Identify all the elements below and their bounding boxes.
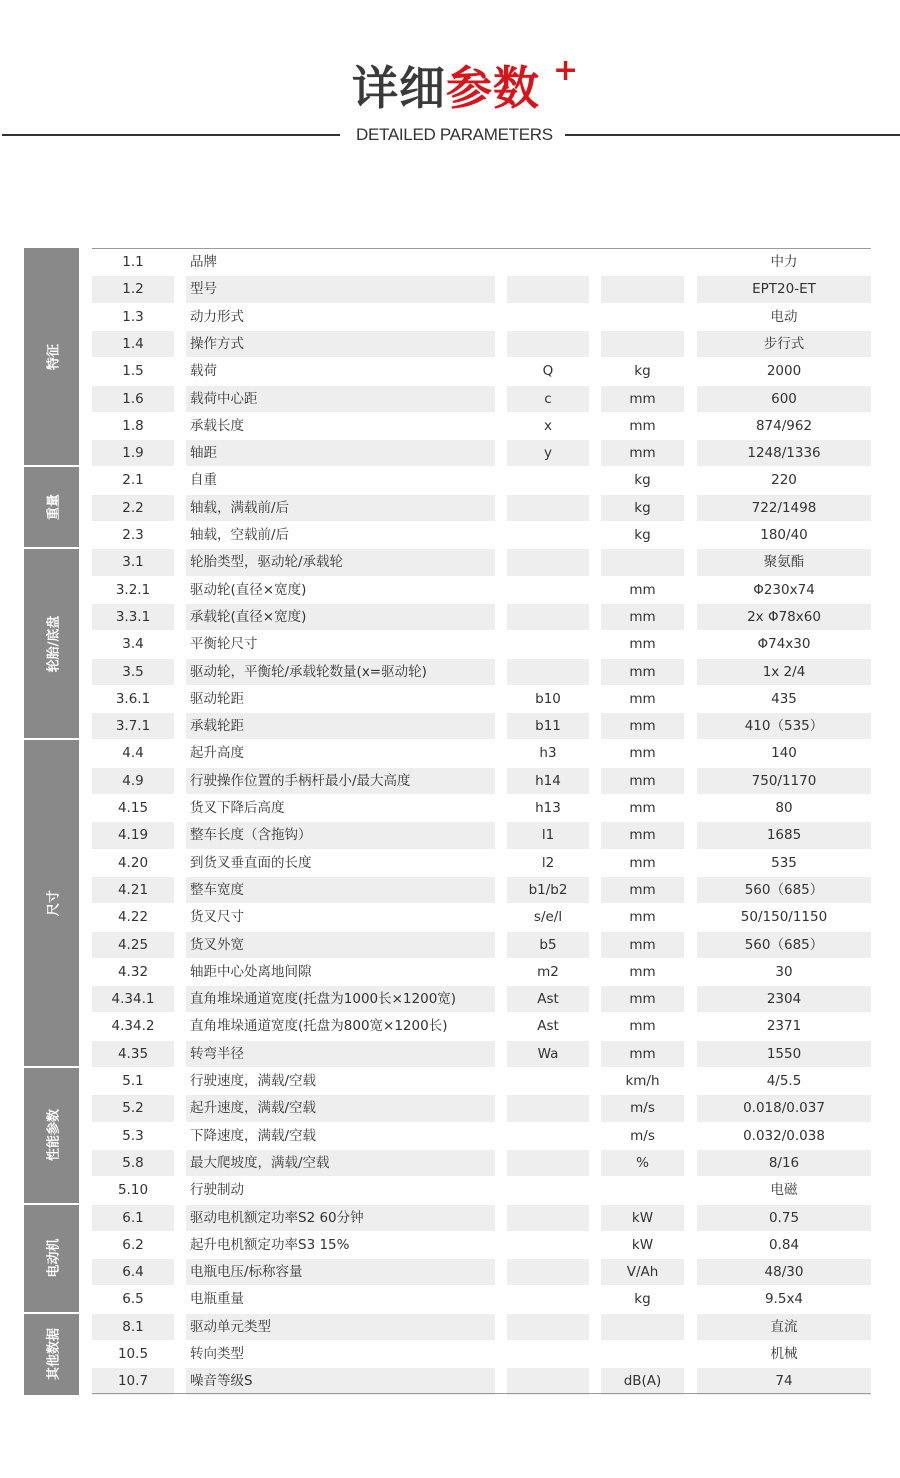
row-number: 10.7 bbox=[92, 1368, 174, 1394]
row-value: Φ230x74 bbox=[753, 581, 815, 598]
section-label bbox=[24, 1205, 79, 1312]
row-value: 聚氨酯 bbox=[697, 549, 871, 575]
row-number: 2.3 bbox=[122, 527, 144, 543]
table-row bbox=[92, 1313, 871, 1340]
row-number: 4.21 bbox=[92, 877, 174, 903]
row-name: 操作方式 bbox=[186, 331, 495, 357]
table-row bbox=[92, 658, 871, 685]
row-unit: mm bbox=[629, 581, 656, 598]
row-number: 1.8 bbox=[122, 417, 144, 434]
row-unit: kg bbox=[601, 495, 684, 521]
row-value: 560（685） bbox=[697, 877, 871, 903]
row-number: 3.2.1 bbox=[115, 581, 151, 598]
row-value: 560（685） bbox=[697, 932, 871, 958]
row-name: 货叉外宽 bbox=[186, 932, 495, 958]
row-unit: mm bbox=[629, 690, 656, 707]
row-unit bbox=[601, 304, 684, 330]
row-value: 2000 bbox=[766, 363, 802, 380]
row-symbol: h14 bbox=[507, 768, 589, 794]
row-number: 1.1 bbox=[122, 254, 144, 270]
row-symbol: Ast bbox=[537, 1018, 559, 1035]
table-row bbox=[92, 576, 871, 603]
row-symbol: l2 bbox=[541, 854, 555, 871]
row-symbol: m2 bbox=[537, 963, 559, 980]
row-symbol bbox=[507, 1286, 589, 1312]
table-row bbox=[92, 876, 871, 903]
row-value: 0.018/0.037 bbox=[697, 1095, 871, 1121]
section-label-text: 尺寸 bbox=[46, 890, 61, 917]
row-name: 载荷中心距 bbox=[186, 386, 495, 412]
row-number: 4.4 bbox=[122, 745, 144, 762]
row-number: 5.8 bbox=[92, 1150, 174, 1176]
row-symbol bbox=[507, 495, 589, 521]
row-number: 4.25 bbox=[92, 932, 174, 958]
row-unit: mm bbox=[629, 854, 656, 871]
row-symbol bbox=[507, 304, 589, 330]
row-name: 起升电机额定功率S3 15% bbox=[190, 1236, 350, 1253]
row-name: 驱动单元类型 bbox=[186, 1314, 495, 1340]
row-name: 驱动电机额定功率S2 60分钟 bbox=[186, 1205, 495, 1231]
row-unit bbox=[601, 1314, 684, 1340]
row-value: 750/1170 bbox=[697, 768, 871, 794]
row-symbol bbox=[507, 249, 589, 275]
row-symbol bbox=[507, 604, 589, 630]
row-name: 动力形式 bbox=[190, 308, 244, 325]
table-row bbox=[92, 303, 871, 330]
row-value: 0.032/0.038 bbox=[743, 1127, 825, 1144]
row-unit bbox=[601, 549, 684, 575]
row-unit: mm bbox=[629, 745, 656, 762]
page-title bbox=[352, 58, 540, 118]
table-row bbox=[92, 521, 871, 548]
row-value: 电动 bbox=[770, 308, 798, 325]
row-symbol bbox=[507, 631, 589, 657]
table-row bbox=[92, 849, 871, 876]
page-subtitle: DETAILED PARAMETERS bbox=[356, 125, 553, 144]
table-row bbox=[92, 1012, 871, 1039]
row-unit: mm bbox=[601, 1041, 684, 1067]
divider-right bbox=[565, 134, 900, 136]
row-name: 驱动轮，平衡轮/承载轮数量(x=驱动轮) bbox=[186, 659, 495, 685]
row-unit: mm bbox=[601, 932, 684, 958]
row-unit: mm bbox=[601, 659, 684, 685]
table-row bbox=[92, 603, 871, 630]
row-unit: kg bbox=[634, 1291, 651, 1308]
row-value: 2304 bbox=[697, 986, 871, 1012]
table-row bbox=[92, 330, 871, 357]
row-value: Φ74x30 bbox=[757, 636, 811, 653]
row-symbol: Ast bbox=[507, 986, 589, 1012]
row-unit: mm bbox=[601, 713, 684, 739]
row-unit bbox=[601, 1341, 684, 1367]
row-symbol bbox=[507, 1150, 589, 1176]
row-value: 30 bbox=[775, 963, 793, 980]
row-number: 6.2 bbox=[122, 1236, 144, 1253]
row-name: 转弯半径 bbox=[186, 1041, 495, 1067]
table-row bbox=[92, 275, 871, 302]
row-value: 2x Φ78x60 bbox=[697, 604, 871, 630]
row-value: 74 bbox=[697, 1368, 871, 1394]
row-number: 3.3.1 bbox=[92, 604, 174, 630]
row-name: 承载长度 bbox=[190, 417, 244, 434]
row-value: 2371 bbox=[766, 1018, 802, 1035]
row-value: 435 bbox=[771, 690, 797, 707]
section-label bbox=[24, 740, 79, 1066]
row-name: 轴载，满载前/后 bbox=[186, 495, 495, 521]
row-symbol: x bbox=[544, 417, 552, 434]
row-symbol bbox=[507, 1341, 589, 1367]
row-name: 货叉尺寸 bbox=[190, 909, 244, 926]
row-value: 机械 bbox=[770, 1346, 798, 1362]
row-value: 722/1498 bbox=[697, 495, 871, 521]
page-header bbox=[0, 0, 900, 160]
row-value: 410（535） bbox=[697, 713, 871, 739]
row-symbol bbox=[507, 659, 589, 685]
table-bottom-border bbox=[92, 1393, 871, 1394]
section-label-text: 性能参数 bbox=[46, 1109, 61, 1162]
row-name: 载荷 bbox=[190, 363, 217, 380]
row-value: 50/150/1150 bbox=[740, 909, 828, 926]
section-label-text: 特征 bbox=[46, 343, 61, 370]
row-name: 起升速度，满载/空载 bbox=[186, 1095, 495, 1121]
row-name: 最大爬坡度，满载/空载 bbox=[186, 1150, 495, 1176]
row-symbol bbox=[507, 1123, 589, 1149]
row-value: 48/30 bbox=[697, 1259, 871, 1285]
section-label bbox=[24, 1068, 79, 1203]
row-value: 直流 bbox=[697, 1314, 871, 1340]
row-unit: mm bbox=[601, 822, 684, 848]
row-symbol: Q bbox=[542, 363, 554, 380]
plus-mark: + bbox=[553, 53, 579, 88]
row-number: 6.4 bbox=[92, 1259, 174, 1285]
row-name: 行驶操作位置的手柄杆最小/最大高度 bbox=[186, 768, 495, 794]
row-unit: mm bbox=[601, 604, 684, 630]
table-row bbox=[92, 958, 871, 985]
row-number: 6.5 bbox=[122, 1291, 144, 1308]
title-red-part: 参数 bbox=[446, 61, 540, 115]
row-name: 承载轮距 bbox=[186, 713, 495, 739]
table-row bbox=[92, 1231, 871, 1258]
row-name: 电瓶电压/标称容量 bbox=[186, 1259, 495, 1285]
row-name: 驱动轮距 bbox=[190, 690, 244, 707]
table-row bbox=[92, 1340, 871, 1367]
row-name: 品牌 bbox=[190, 254, 217, 270]
table-row bbox=[92, 412, 871, 439]
row-number: 1.9 bbox=[92, 440, 174, 466]
row-name: 行驶制动 bbox=[190, 1182, 244, 1199]
row-unit: kW bbox=[631, 1236, 654, 1253]
row-name: 轴距 bbox=[186, 440, 495, 466]
row-value: 1248/1336 bbox=[697, 440, 871, 466]
row-value: 535 bbox=[771, 854, 797, 871]
row-symbol bbox=[507, 331, 589, 357]
row-symbol: c bbox=[507, 386, 589, 412]
row-unit: mm bbox=[601, 877, 684, 903]
row-number: 4.22 bbox=[117, 909, 149, 926]
row-number: 10.5 bbox=[117, 1346, 149, 1362]
table-row bbox=[92, 1040, 871, 1067]
row-value: 0.75 bbox=[697, 1205, 871, 1231]
row-number: 4.15 bbox=[117, 800, 149, 816]
row-symbol: b10 bbox=[535, 690, 561, 707]
row-unit: kg bbox=[634, 527, 651, 543]
row-number: 3.6.1 bbox=[115, 690, 151, 707]
row-unit: mm bbox=[629, 417, 656, 434]
row-unit bbox=[601, 276, 684, 302]
table-row bbox=[92, 494, 871, 521]
row-unit: mm bbox=[601, 768, 684, 794]
row-number: 1.6 bbox=[92, 386, 174, 412]
row-unit: mm bbox=[629, 1018, 656, 1035]
table-row bbox=[92, 630, 871, 657]
row-unit bbox=[601, 249, 684, 275]
row-number: 2.2 bbox=[92, 495, 174, 521]
row-name: 到货叉垂直面的长度 bbox=[190, 854, 312, 871]
row-symbol: h13 bbox=[535, 800, 561, 816]
row-number: 5.1 bbox=[122, 1073, 144, 1089]
row-unit: dB(A) bbox=[601, 1368, 684, 1394]
table-row bbox=[92, 712, 871, 739]
table-row bbox=[92, 1285, 871, 1312]
row-symbol bbox=[507, 1068, 589, 1094]
title-dark-part: 详细 bbox=[352, 61, 446, 115]
table-row bbox=[92, 548, 871, 575]
row-value: 电磁 bbox=[770, 1182, 798, 1199]
row-unit: m/s bbox=[630, 1127, 655, 1144]
section-label-text: 重量 bbox=[46, 494, 61, 521]
table-row bbox=[92, 931, 871, 958]
row-unit: kg bbox=[634, 472, 651, 489]
row-unit: mm bbox=[601, 440, 684, 466]
row-value: 步行式 bbox=[697, 331, 871, 357]
row-value: 220 bbox=[771, 472, 797, 489]
table-row bbox=[92, 439, 871, 466]
row-symbol bbox=[507, 1314, 589, 1340]
row-name: 电瓶重量 bbox=[190, 1291, 244, 1308]
section-label bbox=[24, 248, 79, 465]
section-label-text: 轮胎/底盘 bbox=[46, 615, 61, 673]
row-value: 0.84 bbox=[768, 1236, 800, 1253]
row-symbol: b5 bbox=[507, 932, 589, 958]
row-number: 4.35 bbox=[92, 1041, 174, 1067]
row-number: 1.5 bbox=[122, 363, 144, 380]
row-symbol bbox=[507, 1259, 589, 1285]
row-symbol: y bbox=[507, 440, 589, 466]
table-row bbox=[92, 248, 871, 275]
row-name: 起升高度 bbox=[190, 745, 244, 762]
row-symbol: Wa bbox=[507, 1041, 589, 1067]
table-row bbox=[92, 1176, 871, 1203]
row-unit: mm bbox=[629, 800, 656, 816]
row-unit: mm bbox=[601, 986, 684, 1012]
table-row bbox=[92, 1094, 871, 1121]
row-name: 平衡轮尺寸 bbox=[190, 636, 258, 653]
row-name: 型号 bbox=[186, 276, 495, 302]
row-value: EPT20-ET bbox=[697, 276, 871, 302]
row-number: 4.19 bbox=[92, 822, 174, 848]
row-unit: m/s bbox=[601, 1095, 684, 1121]
table-row bbox=[92, 767, 871, 794]
row-number: 3.5 bbox=[92, 659, 174, 685]
section-label-text: 其他数据 bbox=[46, 1328, 61, 1381]
row-name: 轴载，空载前/后 bbox=[190, 527, 290, 543]
row-name: 轴距中心处离地间隙 bbox=[190, 963, 312, 980]
row-unit: mm bbox=[629, 909, 656, 926]
row-unit: mm bbox=[601, 386, 684, 412]
row-name: 直角堆垛通道宽度(托盘为800宽×1200长) bbox=[190, 1018, 448, 1035]
row-name: 下降速度，满载/空载 bbox=[190, 1127, 317, 1144]
row-symbol bbox=[507, 522, 589, 548]
row-number: 5.3 bbox=[122, 1127, 144, 1144]
row-value: 600 bbox=[697, 386, 871, 412]
table-row bbox=[92, 821, 871, 848]
row-unit: kW bbox=[601, 1205, 684, 1231]
row-number: 8.1 bbox=[92, 1314, 174, 1340]
row-number: 2.1 bbox=[122, 472, 144, 489]
table-row bbox=[92, 1367, 871, 1394]
row-name: 轮胎类型，驱动轮/承载轮 bbox=[186, 549, 495, 575]
row-number: 4.34.1 bbox=[92, 986, 174, 1012]
row-number: 1.3 bbox=[122, 308, 144, 325]
row-number: 4.34.2 bbox=[111, 1018, 155, 1035]
row-value: 874/962 bbox=[755, 417, 813, 434]
row-symbol bbox=[507, 1368, 589, 1394]
row-value: 1685 bbox=[697, 822, 871, 848]
row-name: 整车宽度 bbox=[186, 877, 495, 903]
row-unit: V/Ah bbox=[601, 1259, 684, 1285]
row-unit: km/h bbox=[625, 1073, 660, 1089]
row-symbol bbox=[507, 276, 589, 302]
row-name: 整车长度（含拖钩） bbox=[186, 822, 495, 848]
row-number: 1.2 bbox=[92, 276, 174, 302]
row-number: 3.1 bbox=[92, 549, 174, 575]
row-symbol bbox=[507, 1232, 589, 1258]
row-symbol bbox=[507, 1095, 589, 1121]
row-name: 自重 bbox=[190, 472, 217, 489]
row-unit: % bbox=[601, 1150, 684, 1176]
table-row bbox=[92, 1149, 871, 1176]
row-name: 噪音等级S bbox=[186, 1368, 495, 1394]
row-symbol: l1 bbox=[507, 822, 589, 848]
row-value: 中力 bbox=[770, 254, 798, 270]
row-value: 1x 2/4 bbox=[697, 659, 871, 685]
row-unit bbox=[601, 1177, 684, 1203]
row-value: 4/5.5 bbox=[766, 1073, 802, 1089]
table-row bbox=[92, 1122, 871, 1149]
row-unit: mm bbox=[629, 963, 656, 980]
section-label bbox=[24, 467, 79, 547]
section-label bbox=[24, 1314, 79, 1395]
table-row bbox=[92, 903, 871, 930]
section-label bbox=[24, 549, 79, 738]
row-value: 140 bbox=[771, 745, 797, 762]
row-value: 9.5x4 bbox=[764, 1291, 804, 1308]
row-symbol bbox=[507, 1205, 589, 1231]
row-value: 1550 bbox=[697, 1041, 871, 1067]
row-number: 5.2 bbox=[92, 1095, 174, 1121]
row-symbol bbox=[507, 549, 589, 575]
row-unit: mm bbox=[629, 636, 656, 653]
table-row bbox=[92, 794, 871, 821]
table-row bbox=[92, 985, 871, 1012]
table-row bbox=[92, 685, 871, 712]
row-name: 直角堆垛通道宽度(托盘为1000长×1200宽) bbox=[186, 986, 495, 1012]
row-number: 4.32 bbox=[117, 963, 149, 980]
table-row bbox=[92, 357, 871, 384]
row-name: 货叉下降后高度 bbox=[190, 800, 285, 816]
row-symbol: b1/b2 bbox=[507, 877, 589, 903]
row-value: 80 bbox=[775, 800, 793, 816]
row-symbol bbox=[507, 467, 589, 493]
row-name: 行驶速度，满载/空载 bbox=[190, 1073, 317, 1089]
table-row bbox=[92, 466, 871, 493]
row-symbol bbox=[507, 577, 589, 603]
row-number: 1.4 bbox=[92, 331, 174, 357]
row-number: 3.4 bbox=[122, 636, 144, 653]
row-symbol bbox=[507, 1177, 589, 1203]
row-unit bbox=[601, 331, 684, 357]
row-number: 6.1 bbox=[92, 1205, 174, 1231]
divider-left bbox=[2, 134, 340, 136]
row-unit: kg bbox=[634, 363, 651, 380]
row-number: 4.20 bbox=[117, 854, 149, 871]
table-row bbox=[92, 1067, 871, 1094]
row-value: 180/40 bbox=[760, 527, 808, 543]
row-number: 3.7.1 bbox=[92, 713, 174, 739]
table-row bbox=[92, 385, 871, 412]
table-row bbox=[92, 1258, 871, 1285]
row-number: 5.10 bbox=[117, 1182, 149, 1199]
section-label-text: 电动机 bbox=[46, 1238, 61, 1278]
row-number: 4.9 bbox=[92, 768, 174, 794]
row-symbol: s/e/l bbox=[533, 909, 563, 926]
row-symbol: h3 bbox=[539, 745, 557, 762]
row-name: 转向类型 bbox=[190, 1346, 244, 1362]
row-value: 8/16 bbox=[697, 1150, 871, 1176]
row-name: 驱动轮(直径×宽度) bbox=[190, 581, 307, 598]
row-symbol: b11 bbox=[507, 713, 589, 739]
table-row bbox=[92, 1204, 871, 1231]
table-row bbox=[92, 739, 871, 766]
row-name: 承载轮(直径×宽度) bbox=[186, 604, 495, 630]
